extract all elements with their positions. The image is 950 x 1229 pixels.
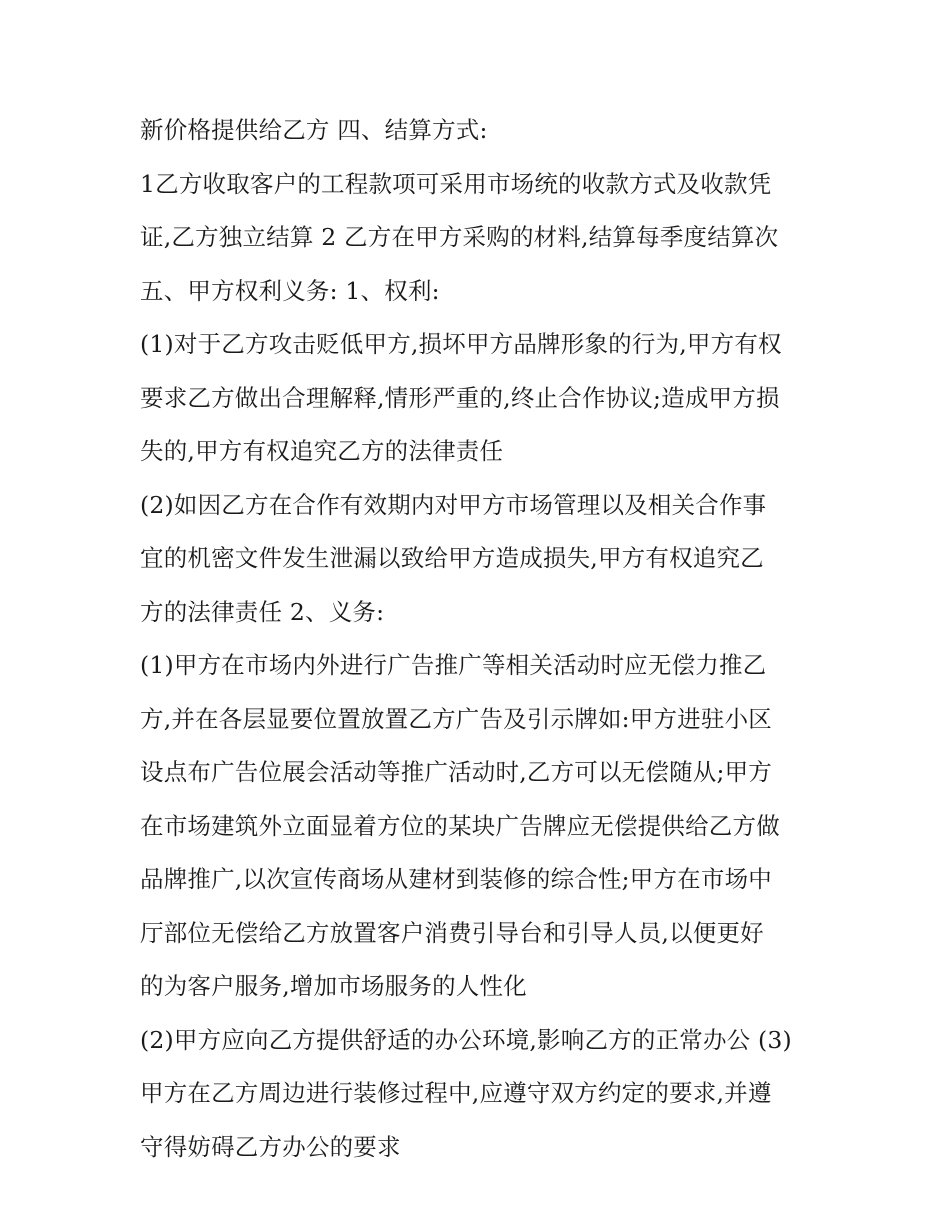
text-line: (2)如因乙方在合作有效期内对甲方市场管理以及相关合作事 bbox=[140, 490, 767, 519]
text-line: 证,乙方独立结算 2 乙方在甲方采购的材料,结算每季度结算次 bbox=[140, 223, 779, 251]
text-line: 失的,甲方有权追究乙方的法律责任 bbox=[140, 437, 504, 465]
text-line: 守得妨碍乙方办公的要求 bbox=[140, 1132, 401, 1161]
text-line: (1)对于乙方攻击贬低甲方,损坏甲方品牌形象的行为,甲方有权 bbox=[140, 330, 782, 358]
text-line: 品牌推广,以次宣传商场从建材到装修的综合性;甲方在市场中 bbox=[140, 865, 772, 893]
text-line: 宜的机密文件发生泄漏以致给甲方造成损失,甲方有权追究乙 bbox=[140, 544, 764, 572]
text-line: (2)甲方应向乙方提供舒适的办公环境,影响乙方的正常办公 (3) bbox=[140, 1025, 792, 1054]
document-body bbox=[140, 104, 830, 1174]
text-line: 方,并在各层显要位置放置乙方广告及引示牌如:甲方进驻小区 bbox=[140, 704, 772, 733]
text-line: 厅部位无偿给乙方放置客户消费引导台和引导人员,以便更好 bbox=[140, 918, 764, 947]
text-line: 在市场建筑外立面显着方位的某块广告牌应无偿提供给乙方做 bbox=[140, 811, 780, 840]
text-line: 五、甲方权利义务: 1、权利: bbox=[140, 276, 440, 305]
text-line: 设点布广告位展会活动等推广活动时,乙方可以无偿随从;甲方 bbox=[140, 758, 772, 786]
text-line: 甲方在乙方周边进行装修过程中,应遵守双方约定的要求,并遵 bbox=[140, 1079, 772, 1107]
text-line: 新价格提供给乙方 四、结算方式: bbox=[140, 116, 488, 144]
text-line: 方的法律责任 2、义务: bbox=[140, 597, 385, 626]
text-line: 要求乙方做出合理解释,情形严重的,终止合作协议;造成甲方损 bbox=[140, 383, 780, 412]
text-line: 的为客户服务,增加市场服务的人性化 bbox=[140, 972, 527, 1000]
text-line: (1)甲方在市场内外进行广告推广等相关活动时应无偿力推乙 bbox=[140, 651, 767, 679]
text-line: 1乙方收取客户的工程款项可采用市场统的收款方式及收款凭 bbox=[140, 169, 772, 198]
